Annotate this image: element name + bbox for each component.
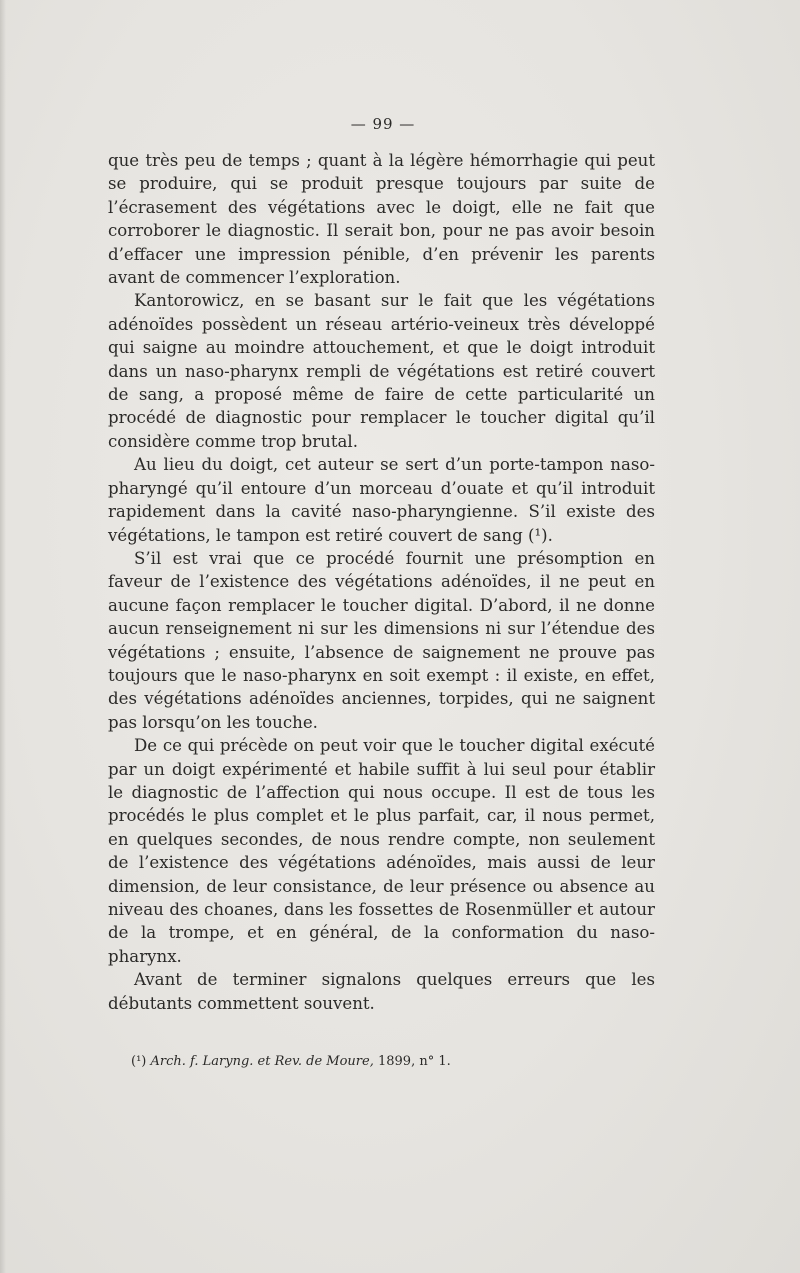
footnote-marker: (¹) bbox=[131, 1054, 147, 1069]
paragraph-2: Kantorowicz, en se basant sur le fait que les végétations adénoïdes possèdent un réseau artério-veineux très développé qui saigne au moindre attouchement, et que le doigt introduit dans un naso-pharynx rempli de végétations est retiré couvert de sang, a proposé même de faire de cette particularité un procédé de diagnostic pour remplacer le toucher digital qu’il considère comme trop brutal. bbox=[108, 291, 655, 451]
page-number: — 99 — bbox=[350, 115, 416, 133]
footnote-details: 1899, n° 1. bbox=[377, 1054, 451, 1069]
paragraph-1: que très peu de temps ; quant à la légère hémorrhagie qui peut se produire, qui se produit presque toujours par suite de l’écrasement des végétations avec le doigt, elle ne fait que corroborer le diagnostic. Il serait bon, pour ne pas avoir besoin d’effacer une impression pénible, d’en prévenir les parents avant de commencer l’exploration. bbox=[108, 151, 655, 288]
footnote-citation: Arch. f. Laryng. et Rev. de Moure, bbox=[150, 1054, 374, 1069]
footnote bbox=[131, 1053, 651, 1071]
paragraph-4: S’il est vrai que ce procédé fournit une présomption en faveur de l’existence des végétations adénoïdes, il ne peut en aucune façon remplacer le toucher digital. D’abord, il ne donne aucun renseignement ni sur les dimensions ni sur l’étendue des végétations ; ensuite, l’absence de saignement ne prouve pas toujours que le naso-pharynx en soit exempt : il existe, en effet, des végétations adénoïdes anciennes, torpides, qui ne saignent pas lorsqu’on les touche. bbox=[108, 548, 655, 732]
paragraph-3: Au lieu du doigt, cet auteur se sert d’un porte-tampon naso-pharyngé qu’il entoure d’un morceau d’ouate et qu’il introduit rapidement dans la cavité naso-pharyngienne. S’il existe des végétations, le tampon est retiré couvert de sang (¹). bbox=[108, 455, 655, 545]
body-text bbox=[108, 149, 655, 1015]
paragraph-6: Avant de terminer signalons quelques erreurs que les débutants commettent souvent. bbox=[108, 970, 655, 1013]
page-edge-shadow bbox=[0, 0, 6, 1273]
paragraph-5: De ce qui précède on peut voir que le toucher digital exécuté par un doigt expérimenté et habile suffit à lui seul pour établir le diagnostic de l’affection qui nous occupe. Il est de tous les procédés le plus complet et le plus parfait, car, il nous permet, en quelques secondes, de nous rendre compte, non seulement de l’existence des végétations adénoïdes, mais aussi de leur dimension, de leur consistance, de leur présence ou absence au niveau des choanes, dans les fossettes de Rosenmüller et autour de la trompe, et en général, de la conformation du naso-pharynx. bbox=[108, 736, 655, 966]
